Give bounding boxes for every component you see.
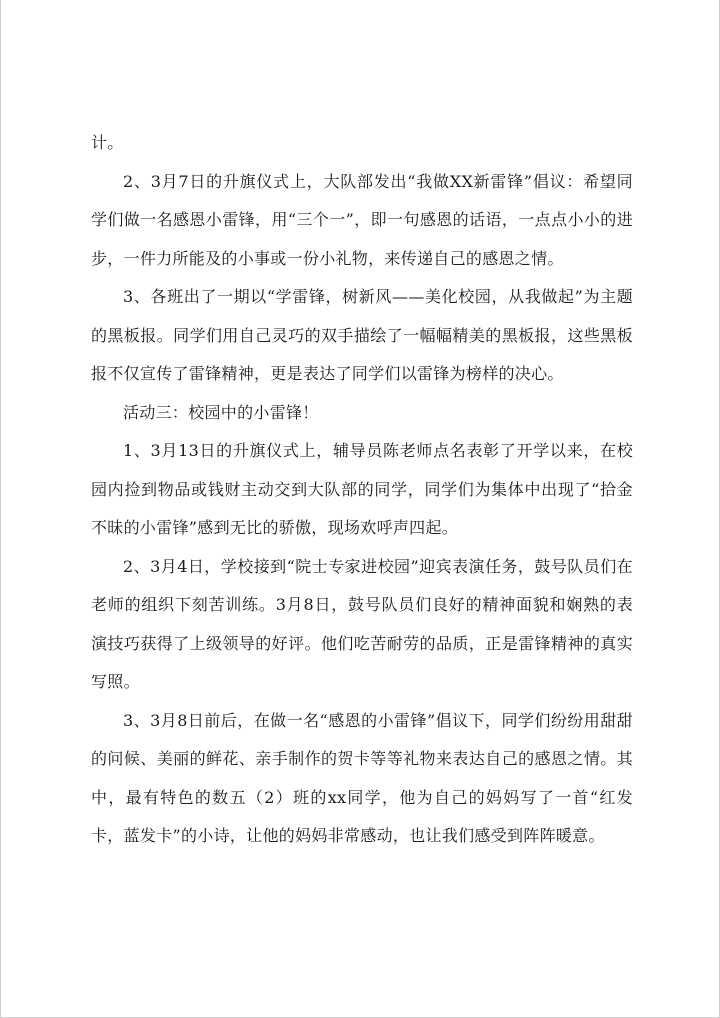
paragraph-item-2-drum-team: 2、3月4日，学校接到“院士专家进校园”迎宾表演任务，鼓号队员们在老师的组织下刻苦训练。3月8日，鼓号队员们良好的精神面貌和娴熟的表演技巧获得了上级领导的好评。他们吃苦耐劳的品质，正是雷锋精神的真实写照。 [91, 556, 633, 691]
paragraph-item-2-pledge: 2、3月7日的升旗仪式上，大队部发出“我做XX新雷锋”倡议：希望同学们做一名感恩小雷锋，用“三个一”，即一句感恩的话语，一点点小小的进步，一件力所能及的小事或一份小礼物，来传递自己的感恩之情。 [91, 171, 633, 268]
document-body [91, 124, 633, 856]
paragraph-continuation: 计。 [91, 133, 124, 152]
paragraph-item-3-gratitude: 3、3月8日前后，在做一名“感恩的小雷锋”倡议下，同学们纷纷用甜甜的问候、美丽的鲜花、亲手制作的贺卡等等礼物来表达自己的感恩之情。其中，最有特色的数五（2）班的xx同学，他为自己的妈妈写了一首“红发卡，蓝发卡”的小诗，让他的妈妈非常感动，也让我们感受到阵阵暖意。 [91, 710, 633, 845]
paragraph-item-3-blackboard: 3、各班出了一期以“学雷锋，树新风——美化校园，从我做起”为主题的黑板报。同学们用自己灵巧的双手描绘了一幅幅精美的黑板报，这些黑板报不仅宣传了雷锋精神，更是表达了同学们以雷锋为榜样的决心。 [91, 287, 633, 383]
section-heading-activity-3: 活动三：校园中的小雷锋！ [123, 402, 319, 422]
paragraph-item-1-honesty: 1、3月13日的升旗仪式上，辅导员陈老师点名表彰了开学以来，在校园内捡到物品或钱财主动交到大队部的同学，同学们为集体中出现了“拾金不昧的小雷锋”感到无比的骄傲，现场欢呼声四起。 [91, 441, 633, 537]
